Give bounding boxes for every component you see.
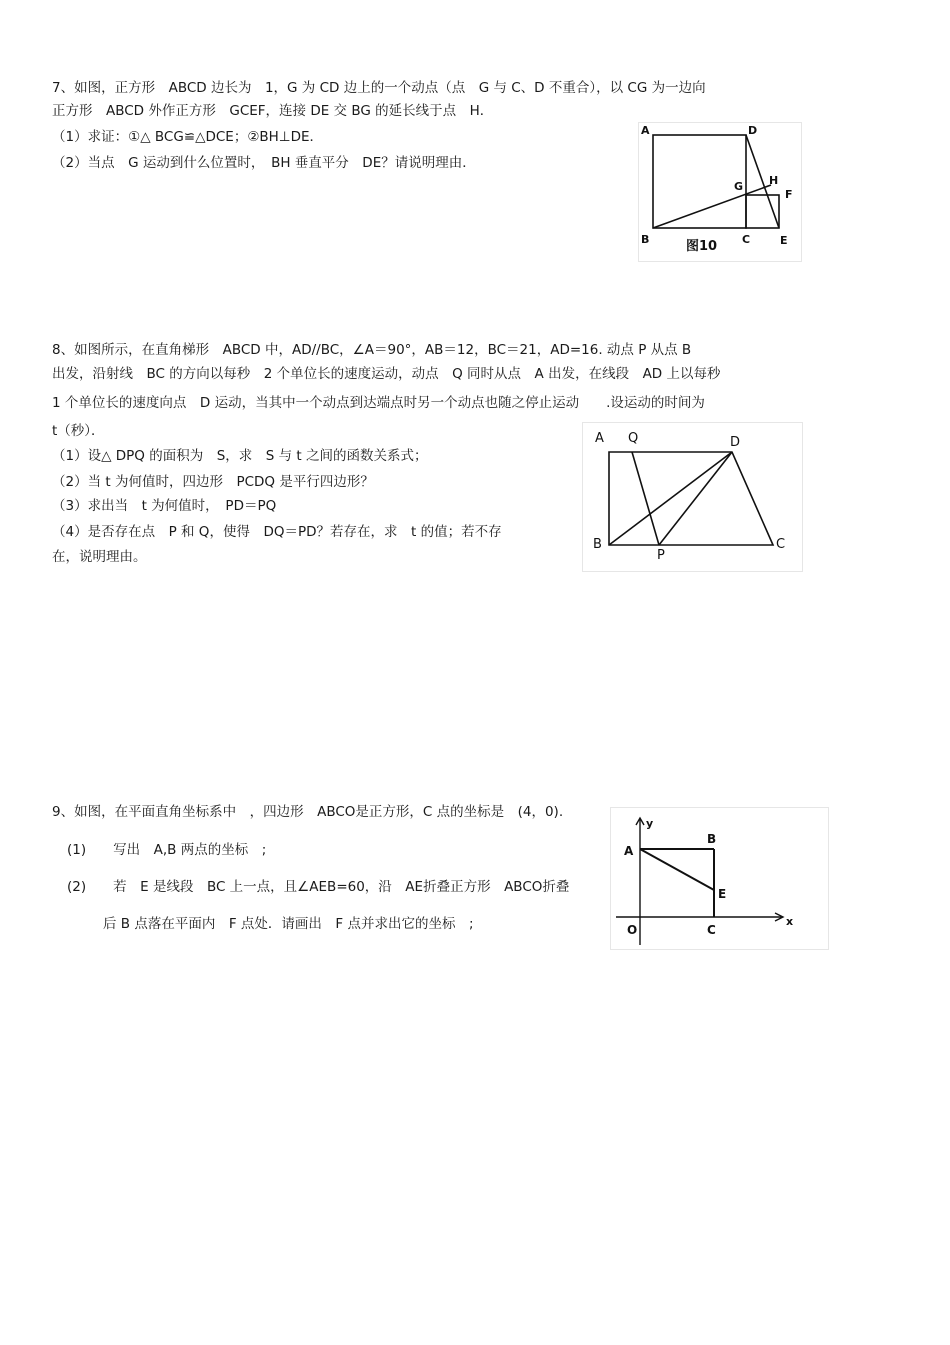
q9-figure — [610, 807, 829, 950]
q8-label-P: P — [657, 548, 665, 563]
q7-label-C: C — [742, 233, 751, 246]
q9-part2b: 后 B 点落在平面内 F 点处．请画出 F 点并求出它的坐标 ; — [103, 916, 474, 932]
q9-label-B: B — [707, 832, 717, 846]
q8-part1: （1）设△ DPQ 的面积为 S，求 S 与 t 之间的函数关系式； — [52, 448, 428, 464]
q7-label-H: H — [769, 174, 779, 187]
q8-line1: 8、如图所示，在直角梯形 ABCD 中，AD//BC，∠A＝90°，AB＝12，BC＝21，AD=16. 动点 P 从点 B — [52, 342, 692, 358]
q9-part2a: (2) 若 E 是线段 BC 上一点，且∠AEB=60，沿 AE折叠正方形 ABCO折叠 — [67, 879, 570, 895]
q9-label-O: O — [627, 923, 638, 937]
q7-label-B: B — [641, 233, 650, 246]
q7-label-F: F — [785, 188, 793, 201]
q8-label-C: C — [776, 537, 786, 552]
q8-part3: （3）求出当 t 为何值时， PD＝PQ — [52, 498, 277, 514]
q9-line1: 9、如图，在平面直角坐标系中 ，四边形 ABCO是正方形，C 点的坐标是 (4，0). — [52, 804, 564, 820]
q8-line4: t（秒）． — [52, 423, 105, 439]
q7-label-G: G — [734, 180, 744, 193]
q7-part2: （2）当点 G 运动到什么位置时， BH 垂直平分 DE？请说明理由． — [52, 155, 476, 171]
q7-label-E: E — [780, 234, 788, 247]
q9-part1: (1) 写出 A,B 两点的坐标 ; — [67, 842, 267, 858]
q7-label-D: D — [748, 124, 758, 137]
q8-part4b: 在，说明理由。 — [52, 549, 147, 565]
q9-label-A: A — [624, 844, 634, 858]
q9-label-C: C — [707, 923, 716, 937]
q8-part4a: （4）是否存在点 P 和 Q，使得 DQ＝PD？若存在，求 t 的值；若不存 — [52, 524, 502, 540]
q7-label-A: A — [641, 124, 650, 137]
q8-part2: （2）当 t 为何值时，四边形 PCDQ 是平行四边形？ — [52, 474, 374, 490]
q9-label-y: y — [646, 817, 654, 830]
q8-label-Q: Q — [628, 431, 639, 446]
q7-line1: 7、如图，正方形 ABCD 边长为 1，G 为 CD 边上的一个动点（点 G 与 C、D 不重合），以 CG 为一边向 — [52, 80, 706, 96]
q8-line3: 1 个单位长的速度向点 D 运动，当其中一个动点到达端点时另一个动点也随之停止运动 .设运动的时间为 — [52, 395, 705, 411]
q9-label-E: E — [718, 887, 727, 901]
q7-part1: （1）求证：①△ BCG≌△DCE；②BH⊥DE． — [52, 129, 324, 145]
q7-line2: 正方形 ABCD 外作正方形 GCEF，连接 DE 交 BG 的延长线于点 H． — [52, 103, 494, 119]
q7-caption: 图10 — [686, 239, 718, 254]
q8-label-D: D — [730, 435, 741, 450]
q7-figure — [638, 122, 802, 262]
q9-label-x: x — [786, 915, 794, 928]
q8-label-A: A — [595, 431, 604, 446]
q8-figure — [582, 422, 803, 572]
q8-label-B: B — [593, 537, 602, 552]
q8-line2: 出发，沿射线 BC 的方向以每秒 2 个单位长的速度运动，动点 Q 同时从点 A 出发，在线段 AD 上以每秒 — [52, 366, 721, 382]
